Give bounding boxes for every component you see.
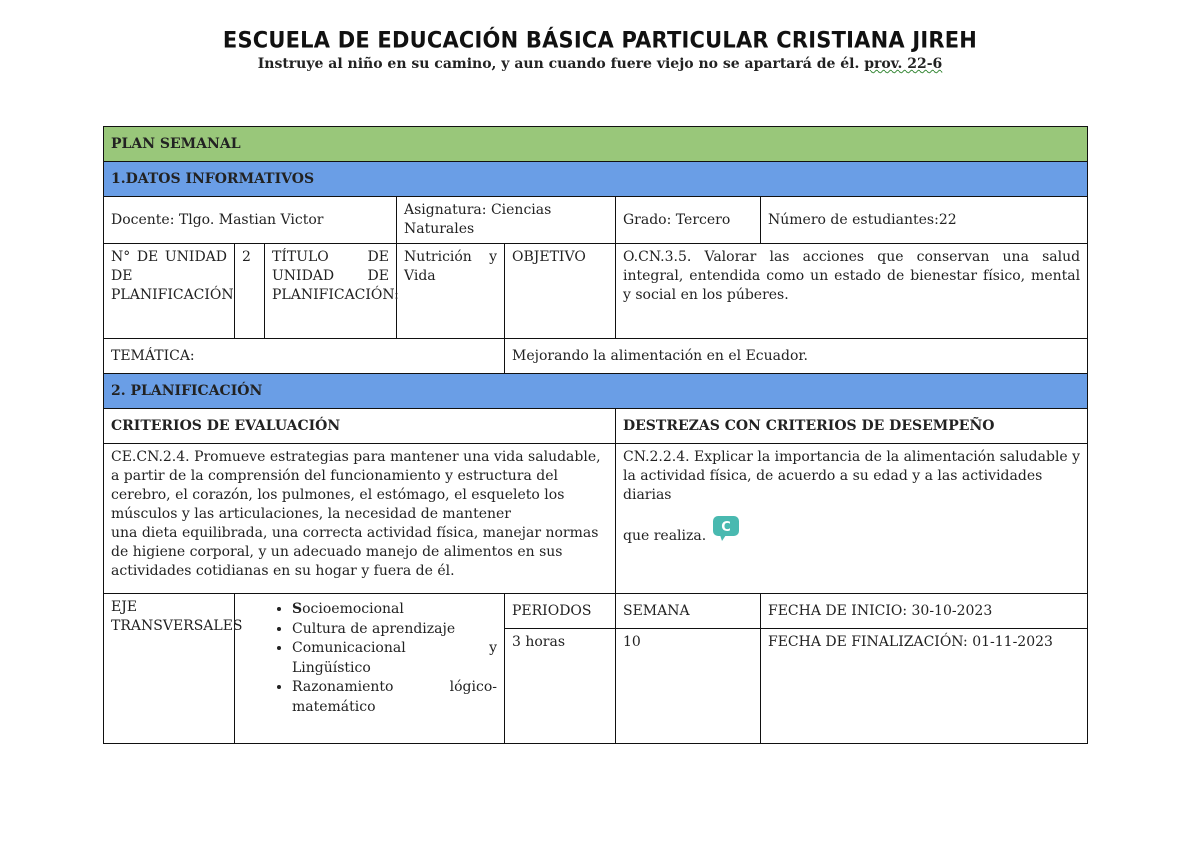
- objetivo-label: OBJETIVO: [505, 244, 616, 339]
- criterio-text-part2: una dieta equilibrada, una correcta actividad física, manejar normas de higiene corporal, y un adecuado manejo de alimentos en sus actividades cotidianas en su hogar y fuera de él.: [111, 525, 599, 579]
- tematica-value: Mejorando la alimentación en el Ecuador.: [505, 339, 1088, 374]
- fecha-finalizacion: FECHA DE FINALIZACIÓN: 01-11-2023: [761, 629, 1088, 744]
- docente-cell: Docente: Tlgo. Mastian Victor: [104, 197, 397, 244]
- tematica-row: [104, 339, 1088, 374]
- ejes-list-cell: [235, 594, 505, 744]
- section1-row: [104, 162, 1088, 197]
- tematica-label: TEMÁTICA:: [104, 339, 505, 374]
- criterios-content-row: [104, 444, 1088, 594]
- ejes-item: • Socioemocional: [292, 600, 497, 620]
- fecha-inicio: FECHA DE INICIO: 30-10-2023: [761, 594, 1088, 629]
- school-motto: [0, 56, 1200, 72]
- destreza-text: [616, 444, 1088, 594]
- ejes-item: • Razonamiento lógico-matemático: [292, 678, 497, 717]
- unidad-label: N° DE UNIDAD DE PLANIFICACIÓN: [104, 244, 235, 339]
- ejes-transversales-label: EJE TRANSVERSALES: [104, 594, 235, 744]
- criterio-evaluacion-text: [104, 444, 616, 594]
- plan-title: PLAN SEMANAL: [104, 127, 1088, 162]
- motto-reference: prov. 22-6: [864, 56, 943, 72]
- criterios-header: CRITERIOS DE EVALUACIÓN: [104, 409, 616, 444]
- objetivo-value: O.CN.3.5. Valorar las acciones que conservan una salud integral, entendida como un estado de bienestar físico, mental y social en los púberes.: [616, 244, 1088, 339]
- ejes-item: • Cultura de aprendizaje: [292, 620, 497, 640]
- semana-value: 10: [616, 629, 761, 744]
- titulo-unidad-value: Nutrición y Vida: [397, 244, 505, 339]
- periodos-value: 3 horas: [505, 629, 616, 744]
- destreza-text-part2: que realiza.: [623, 528, 707, 544]
- section-planificacion: 2. PLANIFICACIÓN: [104, 374, 1088, 409]
- section2-row: [104, 374, 1088, 409]
- criterios-header-row: [104, 409, 1088, 444]
- grado-cell: Grado: Tercero: [616, 197, 761, 244]
- plan-title-row: [104, 127, 1088, 162]
- chat-bubble-icon[interactable]: [712, 515, 740, 548]
- criterio-text-part1: CE.CN.2.4. Promueve estrategias para mantener una vida saludable, a partir de la comprensión del funcionamiento y estructura del cerebro, el corazón, los pulmones, el estómago, el esqueleto los músculos y las articulaciones, la necesidad de mantener: [111, 449, 601, 522]
- numero-estudiantes-cell: Número de estudiantes:22: [761, 197, 1088, 244]
- chat-bubble-letter: C: [721, 520, 731, 535]
- weekly-plan-table: [103, 126, 1088, 744]
- section-datos-informativos: 1.DATOS INFORMATIVOS: [104, 162, 1088, 197]
- info-row: [104, 197, 1088, 244]
- titulo-unidad-label: TÍTULO DE UNIDAD DE PLANIFICACIÓN:: [265, 244, 397, 339]
- unidad-row: [104, 244, 1088, 339]
- semana-label: SEMANA: [616, 594, 761, 629]
- destrezas-header: DESTREZAS CON CRITERIOS DE DESEMPEÑO: [616, 409, 1088, 444]
- unidad-number: 2: [235, 244, 265, 339]
- destreza-text-part1: CN.2.2.4. Explicar la importancia de la alimentación saludable y la actividad física, de acuerdo a su edad y a las actividades diarias: [623, 449, 1081, 503]
- asignatura-cell: Asignatura: Ciencias Naturales: [397, 197, 616, 244]
- ejes-list: [242, 600, 497, 717]
- motto-text: Instruye al niño en su camino, y aun cuando fuere viejo no se apartará de él.: [257, 56, 865, 72]
- ejes-row-1: [104, 594, 1088, 629]
- school-title: ESCUELA DE EDUCACIÓN BÁSICA PARTICULAR CRISTIANA JIREH: [222, 27, 978, 53]
- ejes-item: • Comunicacional y Lingüístico: [292, 639, 497, 678]
- periodos-label: PERIODOS: [505, 594, 616, 629]
